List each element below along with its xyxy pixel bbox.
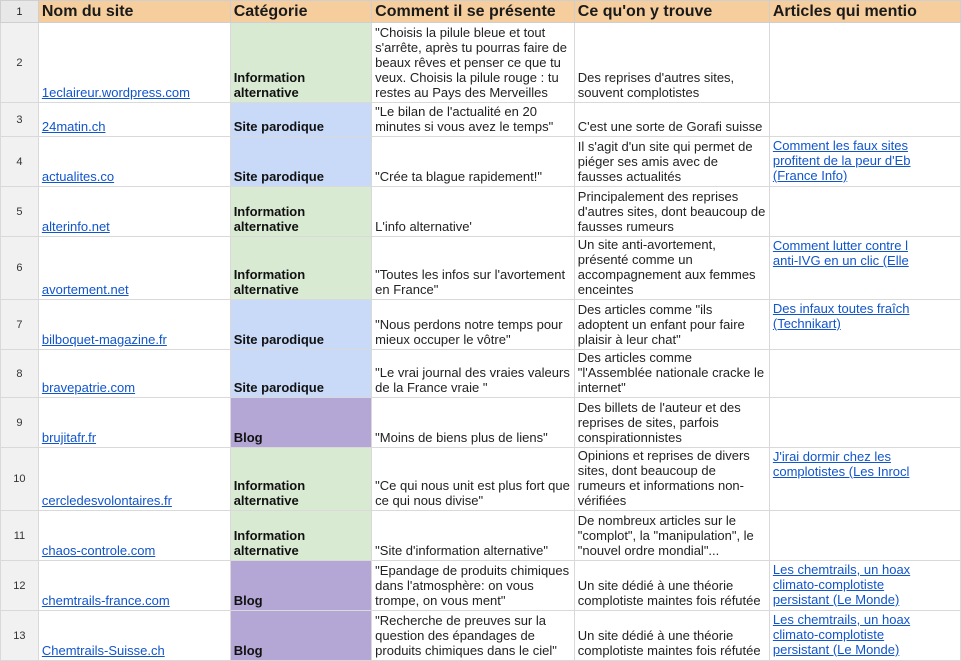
content-cell[interactable]: C'est une sorte de Gorafi suisse bbox=[574, 103, 769, 137]
category-cell[interactable]: Blog bbox=[230, 398, 371, 448]
category-cell[interactable]: Site parodique bbox=[230, 103, 371, 137]
row-number[interactable]: 5 bbox=[1, 187, 39, 237]
presentation-cell[interactable]: "Site d'information alternative" bbox=[372, 511, 575, 561]
column-header-articles[interactable]: Articles qui mentio bbox=[769, 1, 960, 23]
content-cell[interactable]: Des reprises d'autres sites, souvent complotistes bbox=[574, 23, 769, 103]
presentation-cell[interactable]: L'info alternative' bbox=[372, 187, 575, 237]
column-header-site[interactable]: Nom du site bbox=[38, 1, 230, 23]
column-header-content[interactable]: Ce qu'on y trouve bbox=[574, 1, 769, 23]
row-number[interactable]: 4 bbox=[1, 137, 39, 187]
site-link[interactable]: brujitafr.fr bbox=[41, 430, 97, 445]
presentation-cell[interactable]: "Le vrai journal des vraies valeurs de la France vraie " bbox=[372, 350, 575, 398]
table-row bbox=[1, 611, 961, 661]
article-link[interactable]: anti-IVG en un clic (Elle bbox=[772, 253, 909, 268]
presentation-cell[interactable]: "Ce qui nous unit est plus fort que ce qui nous divise" bbox=[372, 448, 575, 511]
articles-cell[interactable] bbox=[769, 103, 960, 137]
table-row bbox=[1, 511, 961, 561]
category-cell[interactable]: Site parodique bbox=[230, 300, 371, 350]
site-cell[interactable] bbox=[38, 187, 230, 237]
content-cell[interactable]: Des articles comme "l'Assemblée nationale cracke le internet" bbox=[574, 350, 769, 398]
site-link[interactable]: cercledesvolontaires.fr bbox=[41, 493, 172, 508]
column-header-presentation[interactable]: Comment il se présente bbox=[372, 1, 575, 23]
site-link[interactable]: 1eclaireur.wordpress.com bbox=[41, 85, 190, 100]
row-number[interactable]: 11 bbox=[1, 511, 39, 561]
articles-cell[interactable] bbox=[769, 611, 960, 661]
article-link[interactable]: (Technikart) bbox=[772, 316, 841, 331]
table-row bbox=[1, 23, 961, 103]
row-number[interactable]: 6 bbox=[1, 237, 39, 300]
category-cell[interactable]: Information alternative bbox=[230, 23, 371, 103]
site-link[interactable]: bravepatrie.com bbox=[41, 380, 136, 395]
row-number[interactable]: 9 bbox=[1, 398, 39, 448]
presentation-cell[interactable]: "Recherche de preuves sur la question des épandages de produits chimiques dans le ciel" bbox=[372, 611, 575, 661]
header-row bbox=[1, 1, 961, 23]
articles-cell[interactable] bbox=[769, 448, 960, 511]
site-cell[interactable] bbox=[38, 611, 230, 661]
category-cell[interactable]: Blog bbox=[230, 611, 371, 661]
article-link[interactable]: Les chemtrails, un hoax bbox=[772, 612, 911, 627]
site-cell[interactable] bbox=[38, 237, 230, 300]
table-row bbox=[1, 237, 961, 300]
content-cell[interactable]: Des articles comme "ils adoptent un enfant pour faire plaisir à leur chat" bbox=[574, 300, 769, 350]
articles-cell[interactable] bbox=[769, 350, 960, 398]
articles-cell[interactable] bbox=[769, 187, 960, 237]
table-row bbox=[1, 448, 961, 511]
site-cell[interactable] bbox=[38, 23, 230, 103]
category-cell[interactable]: Information alternative bbox=[230, 237, 371, 300]
presentation-cell[interactable]: "Moins de biens plus de liens" bbox=[372, 398, 575, 448]
row-number[interactable]: 3 bbox=[1, 103, 39, 137]
article-link[interactable]: complotistes (Les Inrocl bbox=[772, 464, 910, 479]
articles-cell[interactable] bbox=[769, 561, 960, 611]
presentation-cell[interactable]: "Nous perdons notre temps pour mieux occuper le vôtre" bbox=[372, 300, 575, 350]
site-cell[interactable] bbox=[38, 300, 230, 350]
site-cell[interactable] bbox=[38, 561, 230, 611]
category-cell[interactable]: Information alternative bbox=[230, 187, 371, 237]
article-link[interactable]: climato-complotiste bbox=[772, 577, 885, 592]
content-cell[interactable]: Des billets de l'auteur et des reprises de sites, parfois conspirationnistes bbox=[574, 398, 769, 448]
article-link[interactable]: (France Info) bbox=[772, 168, 848, 183]
presentation-cell[interactable]: "Crée ta blague rapidement!" bbox=[372, 137, 575, 187]
article-link[interactable]: Comment les faux sites bbox=[772, 138, 908, 153]
site-link[interactable]: avortement.net bbox=[41, 282, 129, 297]
site-cell[interactable] bbox=[38, 511, 230, 561]
articles-cell[interactable] bbox=[769, 398, 960, 448]
article-link[interactable]: Des infaux toutes fraîch bbox=[772, 301, 910, 316]
site-cell[interactable] bbox=[38, 398, 230, 448]
presentation-cell[interactable]: "Le bilan de l'actualité en 20 minutes si vous avez le temps" bbox=[372, 103, 575, 137]
articles-cell[interactable] bbox=[769, 137, 960, 187]
content-cell[interactable]: Un site dédié à une théorie complotiste maintes fois réfutée bbox=[574, 611, 769, 661]
site-cell[interactable] bbox=[38, 350, 230, 398]
site-cell[interactable] bbox=[38, 448, 230, 511]
row-number[interactable]: 10 bbox=[1, 448, 39, 511]
presentation-cell[interactable]: "Toutes les infos sur l'avortement en France" bbox=[372, 237, 575, 300]
table-row bbox=[1, 300, 961, 350]
site-link[interactable]: actualites.co bbox=[41, 169, 115, 184]
article-link[interactable]: Comment lutter contre l bbox=[772, 238, 908, 253]
content-cell[interactable]: Principalement des reprises d'autres sites, dont beaucoup de fausses rumeurs bbox=[574, 187, 769, 237]
site-link[interactable]: chaos-controle.com bbox=[41, 543, 156, 558]
row-number[interactable]: 7 bbox=[1, 300, 39, 350]
category-cell[interactable]: Site parodique bbox=[230, 137, 371, 187]
article-link[interactable]: J'irai dormir chez les bbox=[772, 449, 891, 464]
column-header-category[interactable]: Catégorie bbox=[230, 1, 371, 23]
category-cell[interactable]: Information alternative bbox=[230, 448, 371, 511]
site-link[interactable]: Chemtrails-Suisse.ch bbox=[41, 643, 165, 658]
article-link[interactable]: profitent de la peur d'Eb bbox=[772, 153, 911, 168]
presentation-cell[interactable]: "Epandage de produits chimiques dans l'atmosphère: on vous trompe, on vous ment" bbox=[372, 561, 575, 611]
site-link[interactable]: alterinfo.net bbox=[41, 219, 110, 234]
content-cell[interactable]: Un site anti-avortement, présenté comme un accompagnement aux femmes enceintes bbox=[574, 237, 769, 300]
table-row bbox=[1, 398, 961, 448]
row-number[interactable]: 2 bbox=[1, 23, 39, 103]
row-number[interactable]: 13 bbox=[1, 611, 39, 661]
table-row bbox=[1, 187, 961, 237]
category-cell[interactable]: Blog bbox=[230, 561, 371, 611]
articles-cell[interactable] bbox=[769, 511, 960, 561]
row-number[interactable]: 1 bbox=[1, 1, 39, 23]
articles-cell[interactable] bbox=[769, 237, 960, 300]
content-cell[interactable]: De nombreux articles sur le "complot", la "manipulation", le "nouvel ordre mondial"... bbox=[574, 511, 769, 561]
presentation-cell[interactable]: "Choisis la pilule bleue et tout s'arrête, après tu pourras faire de beaux rêves et penser ce que tu veux. Choisis la pilule rouge : tu restes au Pays des Merveilles bbox=[372, 23, 575, 103]
row-number[interactable]: 12 bbox=[1, 561, 39, 611]
articles-cell[interactable] bbox=[769, 23, 960, 103]
articles-cell[interactable] bbox=[769, 300, 960, 350]
row-number[interactable]: 8 bbox=[1, 350, 39, 398]
site-cell[interactable] bbox=[38, 103, 230, 137]
content-cell[interactable]: Il s'agit d'un site qui permet de piéger ses amis avec de fausses actualités bbox=[574, 137, 769, 187]
article-link[interactable]: persistant (Le Monde) bbox=[772, 642, 900, 657]
table-row bbox=[1, 561, 961, 611]
site-link[interactable]: bilboquet-magazine.fr bbox=[41, 332, 167, 347]
category-cell[interactable]: Site parodique bbox=[230, 350, 371, 398]
category-cell[interactable]: Information alternative bbox=[230, 511, 371, 561]
article-link[interactable]: climato-complotiste bbox=[772, 627, 885, 642]
content-cell[interactable]: Un site dédié à une théorie complotiste maintes fois réfutée bbox=[574, 561, 769, 611]
article-link[interactable]: persistant (Le Monde) bbox=[772, 592, 900, 607]
table-row bbox=[1, 350, 961, 398]
site-link[interactable]: 24matin.ch bbox=[41, 119, 106, 134]
site-cell[interactable] bbox=[38, 137, 230, 187]
article-link[interactable]: Les chemtrails, un hoax bbox=[772, 562, 911, 577]
table-row bbox=[1, 103, 961, 137]
table-row bbox=[1, 137, 961, 187]
content-cell[interactable]: Opinions et reprises de divers sites, dont beaucoup de rumeurs et informations non-vérifiées bbox=[574, 448, 769, 511]
site-link[interactable]: chemtrails-france.com bbox=[41, 593, 170, 608]
